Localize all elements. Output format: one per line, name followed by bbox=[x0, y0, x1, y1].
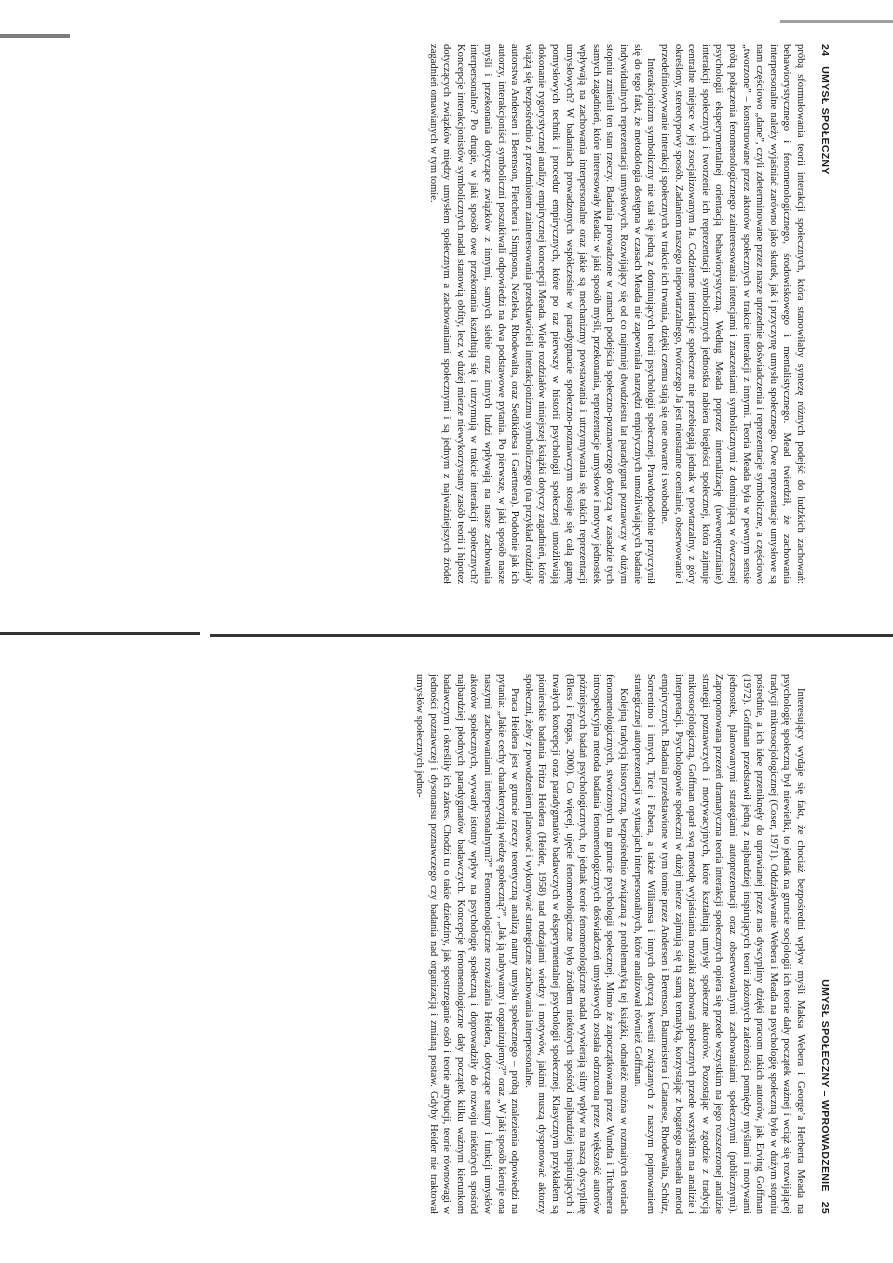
running-head-title: UMYSŁ SPOŁECZNY – WPROWADZENIE bbox=[818, 978, 831, 1192]
paragraph: Praca Heidera jest w gruncie rzeczy teoretyczną analizą natury umysłu społecznego – próbą znalezienia odpowiedzi na pytania: „Jakie cechy charakteryzują wiedzę społeczną?”, „Jak ją nabywamy i organizujemy?” oraz „W jaki sposób kieruje ona naszymi zachowaniami interpersonalnymi?” Fenomenologiczne rozważania Heidera, dotyczące natury i funkcji umysłów aktorów społecznych, wywarły istotny wpływ na psychologię społeczną i doprowadziły do rozwoju niektórych spośród najbardziej płodnych paradygmatów badawczych. Koncepcje fenomenologiczne dały początek kilku ważnym kierunkom badawczym i określiły ich zakres. Chodzi tu o takie dziedziny, jak spostrzeganie osób i teorie atrybucji, teorie równowagi w jedności poznawczej i dysonansu poznawczego czy badania nad organizacją i zmianą postaw. Gdyby Heider nie traktował umysłów społecznych jedno- bbox=[413, 673, 520, 1214]
scan-divider-left bbox=[0, 632, 200, 635]
page-25 bbox=[61, 674, 833, 1214]
scan-edge-top-right bbox=[780, 20, 893, 23]
paragraph: Interakcjonizm symboliczny nie stał się jedną z dominujących teorii psychologii społecznej. Prawdopodobnie przyczynił się do tego fakt, że metodologia dostępna w czasach Meada nie zapewniała narzędzi empirycznych umożliwiających badanie indywidualnych reprezentacji umysłowych. Rozwijający się od co najmniej dwudziestu lat paradygmat poznawczy w dużym stopniu zmienił ten stan rzeczy. Badania prowadzone w ramach podejścia społeczno-poznawczego dotyczą w zasadzie tych samych zagadnień, które interesowały Meada: w jaki sposób myśli, przekonania, reprezentacje umysłowe i motywy jednostek wpływają na zachowania interpersonalne oraz jakie są mechanizmy powstawania i utrzymywania się takich reprezentacji umysłowych? W badaniach prowadzonych współcześnie w paradygmacie społeczno-poznawczym stosuje się całą gamę pomysłowych technik i procedur empirycznych, które po raz pierwszy w historii psychologii społecznej umożliwiają dokonanie rygorystycznej analizy empirycznej koncepcji Meada. Wiele rozdziałów niniejszej książki dotyczy zagadnień, które wiążą się bezpośrednio z przedmiotem zainteresowania przedstawicieli interakcjonizmu symbolicznego (na przykład rozdziały autorstwa Andersen i Berenson, Fletchera i Simpsona, Nezleka, Rhodewalta, oraz Sedikidesa i Gaertnera). Podobnie jak ich autorzy, interakcjoniści symboliczni poszukiwali odpowiedzi na dwa podstawowe pytania. Po pierwsze, w jaki sposób nasze myśli i przekonania dotyczące związków z innymi, samych siebie oraz innych ludzi wpływają na nasze zachowania interpersonalne? Po drugie, w jaki sposób owe przekonania kształtują się i utrzymują w trakcie interakcji społecznych? Koncepcje interakcjonistów symbolicznych nadal stanowią obfity, lecz w dużej mierze niewykorzystany zasób teorii i hipotez dotyczących związków między umysłem społecznym a zachowaniami społecznymi i są jednym z najważniejszych źródeł zagadnień omawianych w tym tomie. bbox=[427, 43, 656, 584]
page-number: 25 bbox=[818, 1201, 831, 1214]
page-number: 24 bbox=[818, 43, 831, 56]
page-body bbox=[412, 674, 807, 1214]
scan-divider-right bbox=[210, 634, 893, 637]
running-head bbox=[817, 674, 833, 1214]
page-24 bbox=[61, 44, 833, 584]
paragraph: próbą sformułowania teorii interakcji społecznych, która stanowiłaby syntezę różnych podejść do ludzkich zachowań: behawiorystycznego i fenomenologicznego, środowiskowego i mentalistycznego. Mead twierdził, że zachowania interpersonalne należy wyjaśniać zarówno jako skutek, jak i przyczynę umysłu społecznego. Owe reprezentacje umysłowe są nam częściowo „dane”, czyli zdeterminowane przez nasze uprzednie doświadczenia i reprezentacje symboliczne, a częściowo „tworzone” – konstruowane przez aktorów społecznych w trakcie interakcji z innymi. Teoria Meada była w pewnym sensie próbą połączenia fenomenologicznego zainteresowania intencjami i znaczeniami symbolicznymi z dominującą w ówczesnej psychologii eksperymentalnej orientacją behawiorystyczną. Według Meada poprzez internalizację (uwewnętrznianie) interakcji społecznych i tworzenie ich reprezentacji symbolicznych jednostka nabiera biegłości społecznej, która zajmuje centralne miejsce w jej zsocjalizowanym Ja. Codzienne interakcje społeczne nie przebiegają jednak w powtarzalny, z góry określony, stereotypowy sposób. Zadaniem naszego niepowtarzalnego, twórczego Ja jest nieustanne ocenianie, obserwowanie i przedefiniowywanie interakcji społecznych w trakcie ich trwania, dzięki czemu stają się one otwarte i swobodne. bbox=[658, 43, 806, 584]
page-body bbox=[425, 44, 806, 584]
scan-edge-top-left bbox=[0, 34, 70, 38]
paragraph: Interesujący wydaje się fakt, że chociaż bezpośredni wpływ myśli Maksa Webera i George’a Herberta Meada na psychologię społeczną był niewielki, to jednak na gruncie socjologii ich teorie dały początek ważnej i wciąż się rozwijającej tradycji mikrosocjologicznej (Coser, 1971). Oddziaływanie Webera i Meada na psychologię społeczną było w dużym stopniu pośrednie, a ich idee przeniknęły do uprawianej przez nas dyscypliny dzięki pracom takich autorów, jak Erving Goffman (1972). Goffman przedstawił jedną z najbardziej inspirujących teorii złożonych zależności pomiędzy myślami i motywami jednostek, planowanymi strategiami autoprezentacji oraz obserwowalnymi zachowaniami społecznymi (publicznymi). Zaproponowana przezeń dramatyczna teoria interakcji społecznych opiera się przede wszystkim na jego rozszerzonej analizie strategii poznawczych i motywacyjnych, które kształtują umysły społeczne aktorów. Pozostając w zgodzie z tradycją mikrosocjologiczną, Goffman oparł swą metodę wyjaśniania mozaiki zachowań społecznych przede wszystkim na analizie i interpretacji. Psychologowie społeczni w dużej mierze zajmują się tą samą tematyką, korzystając z bogatego arsenału metod empirycznych. Badania przedstawione w tym tomie przez Andersen i Berenson, Baumeistera i Catanese, Rhodewalta, Schütz, Sorrentino i innych, Tice i Fabera, a także Williamsa i innych dotyczą kwestii związanych z naszym pojmowaniem strategicznej autoprezentacji w sytuacjach interpersonalnych, które analizował również Goffman. bbox=[631, 673, 806, 1214]
running-head bbox=[817, 44, 833, 584]
running-head-title: UMYSŁ SPOŁECZNY bbox=[818, 65, 831, 175]
paragraph: Kolejną tradycją historyczną, bezpośrednio związaną z problematyką tej książki, odnaleźć można w rozmaitych teoriach fenomenologicznych, stworzonych na gruncie psychologii społecznej. Mimo że zapoczątkowana przez Wundta i Titchenera introspekcyjna metoda badania fenomenologicznych doświadczeń umysłowych została odrzucona przez większość autorów późniejszych badań psychologicznych, to jednak teorie fenomenologiczne nadal wywierają silny wpływ na naszą dyscyplinę (Bless i Forgas, 2000). Co więcej, ujęcie fenomenologiczne było źródłem niektórych spośród najbardziej inspirujących i trwałych koncepcji oraz paradygmatów badawczych w eksperymentalnej psychologii społecznej. Klasycznym przykładem są pionierskie badania Fritza Heidera (Heider, 1958) nad rodzajami wiedzy i motywów, jakimi muszą dysponować aktorzy społeczni, żeby z powodzeniem planować i wykonywać strategiczne zachowania interpersonalne. bbox=[522, 673, 629, 1214]
